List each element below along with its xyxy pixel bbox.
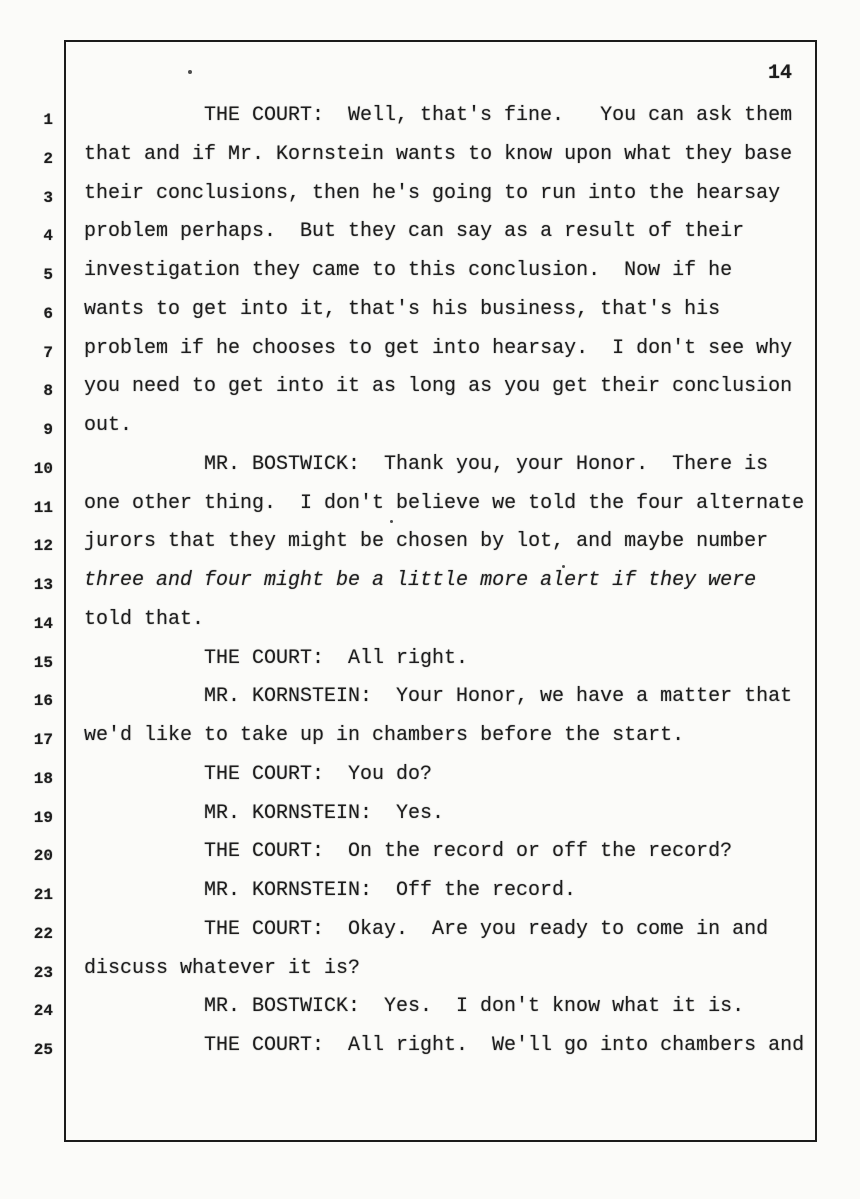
line-number: 19 (33, 808, 53, 827)
transcript-line (0, 839, 732, 869)
transcript-line (0, 801, 444, 831)
line-number: 12 (33, 537, 53, 556)
transcript-line (0, 219, 744, 249)
line-number: 13 (33, 576, 53, 594)
line-text: one other thing. I don't believe we told the four alternate (84, 491, 805, 515)
transcript-line (0, 956, 360, 986)
line-text: we'd like to take up in chambers before the start. (84, 724, 685, 747)
line-number: 14 (33, 614, 53, 633)
transcript-line (0, 1033, 804, 1063)
line-text: MR. KORNSTEIN: Off the record. (204, 879, 577, 902)
line-text: out. (84, 414, 133, 437)
scan-speck (390, 520, 393, 523)
line-number: 6 (43, 304, 53, 323)
line-text: MR. BOSTWICK: Thank you, your Honor. There is (204, 452, 769, 476)
line-text: THE COURT: Okay. Are you ready to come in and (204, 917, 769, 941)
transcript-line (0, 413, 132, 443)
line-number: 18 (33, 769, 53, 788)
line-number: 3 (43, 188, 53, 207)
transcript-line (0, 491, 804, 521)
scan-speck (562, 565, 565, 568)
line-text: problem if he chooses to get into hearsay. I don't see why (84, 336, 793, 360)
line-text: THE COURT: All right. (204, 646, 469, 670)
line-number: 2 (43, 149, 53, 168)
scan-speck (188, 70, 192, 74)
transcript-line (0, 336, 792, 366)
transcript-line (0, 878, 576, 908)
transcript-line (0, 181, 780, 211)
line-number: 24 (33, 1002, 53, 1021)
line-text: you need to get into it as long as you get their conclusion (84, 375, 793, 399)
line-text: three and four might be a little more alert if they were (84, 569, 757, 592)
transcript-line (0, 646, 468, 676)
line-text: THE COURT: All right. We'll go into chambers and (204, 1034, 805, 1057)
transcript-line (0, 762, 432, 792)
transcript-line (0, 258, 732, 288)
line-text: investigation they came to this conclusion. Now if he (84, 259, 733, 282)
line-text: jurors that they might be chosen by lot, and maybe number (84, 530, 769, 554)
line-number: 25 (33, 1041, 53, 1059)
line-number: 7 (43, 343, 53, 362)
transcript-line (0, 994, 744, 1024)
transcript-line (0, 568, 756, 598)
line-number: 8 (43, 382, 53, 401)
line-text: told that. (84, 607, 205, 631)
transcript-line (0, 374, 792, 404)
line-number: 1 (43, 111, 53, 129)
transcript-line (0, 529, 768, 559)
transcript-line (0, 103, 792, 133)
line-text: wants to get into it, that's his business, that's his (84, 297, 721, 321)
line-text: MR. KORNSTEIN: Yes. (204, 801, 445, 825)
line-number: 22 (33, 924, 53, 943)
line-text: discuss whatever it is? (84, 956, 361, 980)
line-number: 21 (33, 886, 53, 904)
transcript-line (0, 297, 720, 327)
line-number: 15 (33, 653, 53, 672)
line-number: 20 (33, 847, 53, 866)
line-text: THE COURT: You do? (204, 762, 433, 786)
page-number: 14 (768, 62, 793, 85)
transcript-line (0, 723, 684, 753)
line-text: problem perhaps. But they can say as a result of their (84, 220, 745, 244)
line-text: that and if Mr. Kornstein wants to know upon what they base (84, 142, 793, 166)
line-text: THE COURT: On the record or off the record? (204, 840, 733, 864)
transcript-line (0, 607, 204, 637)
line-text: THE COURT: Well, that's fine. You can ask them (204, 104, 793, 127)
line-text: their conclusions, then he's going to run into the hearsay (84, 181, 781, 205)
transcript-line (0, 684, 792, 714)
line-number: 16 (33, 692, 53, 711)
line-text: MR. BOSTWICK: Yes. I don't know what it is. (204, 995, 745, 1019)
line-number: 23 (33, 963, 53, 982)
transcript-line (0, 452, 768, 482)
line-number: 17 (33, 731, 53, 749)
transcript-line (0, 917, 768, 947)
line-number: 10 (33, 459, 53, 478)
line-number: 5 (43, 266, 53, 284)
line-number: 11 (33, 498, 53, 517)
line-number: 4 (43, 227, 53, 246)
line-number: 9 (43, 421, 53, 439)
transcript-line (0, 142, 792, 172)
line-text: MR. KORNSTEIN: Your Honor, we have a matter that (204, 685, 793, 709)
